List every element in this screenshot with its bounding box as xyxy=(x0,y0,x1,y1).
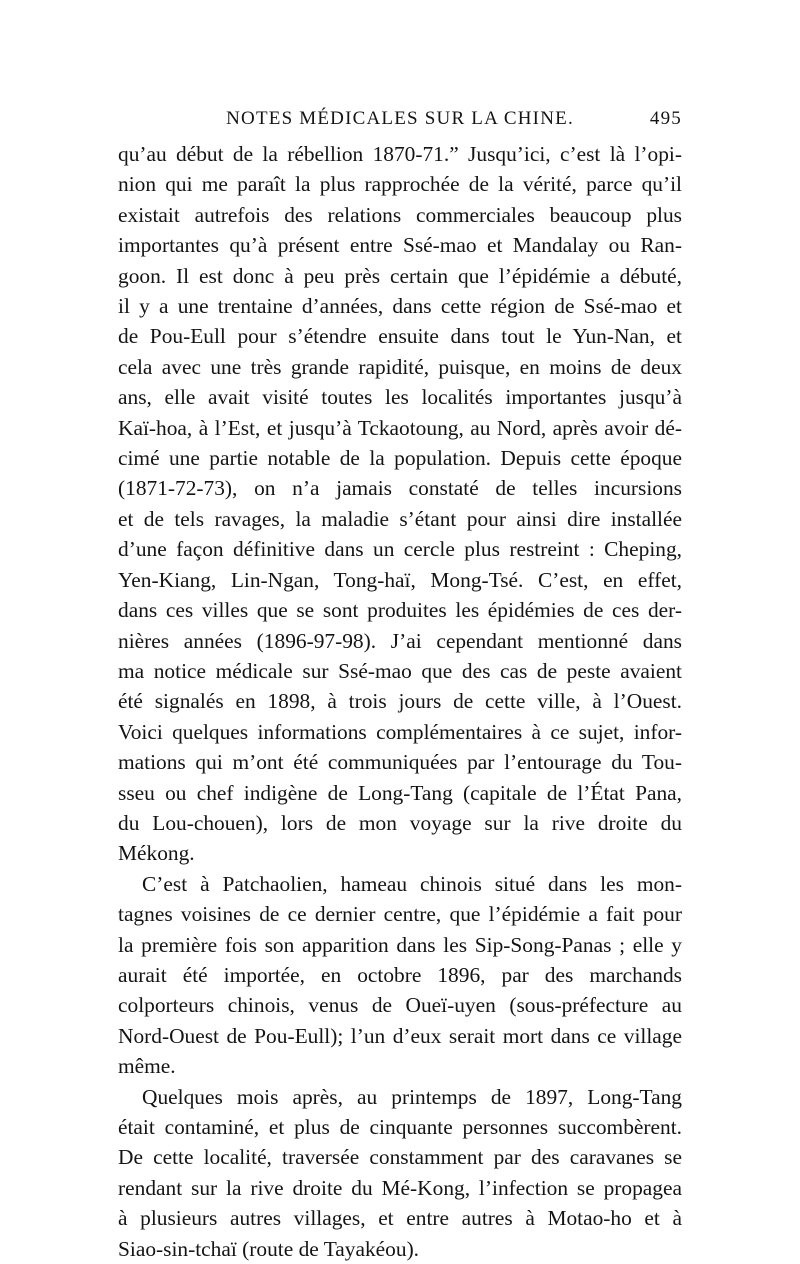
text-line: Nord-Ouest de Pou-Eull); l’un d’eux serait mort dans ce village xyxy=(118,1023,682,1048)
paragraph-2 xyxy=(118,869,682,1082)
text-line: ans, elle avait visité toutes les localités importantes jusqu’à xyxy=(118,385,682,410)
text-line: De cette localité, traversée constamment par des caravanes se xyxy=(118,1145,682,1170)
running-head xyxy=(118,108,682,138)
running-title: NOTES MÉDICALES SUR LA CHINE. xyxy=(226,108,574,129)
text-line: C’est à Patchaolien, hameau chinois situé dans les mon- xyxy=(142,871,682,896)
text-line: goon. Il est donc à peu près certain que l’épidémie a débuté, xyxy=(118,263,682,288)
text-line: du Lou-chouen), lors de mon voyage sur la rive droite du xyxy=(118,810,682,835)
text-line: à plusieurs autres villages, et entre autres à Motao-ho et à xyxy=(118,1206,682,1231)
text-line: il y a une trentaine d’années, dans cette région de Ssé-mao et xyxy=(118,294,682,319)
text-line: rendant sur la rive droite du Mé-Kong, l’infection se propagea xyxy=(118,1175,682,1200)
text-line: et de tels ravages, la maladie s’étant pour ainsi dire installée xyxy=(118,506,682,531)
text-line: mations qui m’ont été communiquées par l’entourage du Tou- xyxy=(118,750,682,775)
text-line: était contaminé, et plus de cinquante personnes succombèrent. xyxy=(118,1115,682,1139)
text-line: dans ces villes que se sont produites les épidémies de ces der- xyxy=(118,598,682,623)
text-line: cimé une partie notable de la population. Depuis cette époque xyxy=(118,446,682,471)
paragraph-3 xyxy=(118,1082,682,1264)
text-line: (1871-72-73), on n’a jamais constaté de telles incursions xyxy=(118,476,682,501)
text-line: Kaï-hoa, à l’Est, et jusqu’à Tckaotoung, au Nord, après avoir dé- xyxy=(118,415,682,440)
text-line: nières années (1896-97-98). J’ai cependant mentionné dans xyxy=(118,628,682,653)
text-line: qu’au début de la rébellion 1870-71.” Jusqu’ici, c’est là l’opi- xyxy=(118,142,682,166)
text-line: même. xyxy=(118,1054,176,1079)
paragraph-1 xyxy=(118,139,682,869)
text-line: de Pou-Eull pour s’étendre ensuite dans tout le Yun-Nan, et xyxy=(118,324,682,349)
text-line: Mékong. xyxy=(118,841,195,866)
text-line: aurait été importée, en octobre 1896, par des marchands xyxy=(118,962,682,987)
text-line: nion qui me paraît la plus rapprochée de la vérité, parce qu’il xyxy=(118,172,682,197)
text-line: la première fois son apparition dans les Sip-Song-Panas ; elle y xyxy=(118,932,682,957)
text-line: ma notice médicale sur Ssé-mao que des cas de peste avaient xyxy=(118,658,682,683)
text-line: colporteurs chinois, venus de Oueï-uyen (sous-préfecture au xyxy=(118,993,682,1018)
text-line: sseu ou chef indigène de Long-Tang (capitale de l’État Pana, xyxy=(118,780,682,805)
text-line: importantes qu’à présent entre Ssé-mao et Mandalay ou Ran- xyxy=(118,233,682,258)
text-line: tagnes voisines de ce dernier centre, que l’épidémie a fait pour xyxy=(118,902,682,927)
text-line: été signalés en 1898, à trois jours de cette ville, à l’Ouest. xyxy=(118,689,682,714)
text-line: existait autrefois des relations commerciales beaucoup plus xyxy=(118,202,682,227)
text-line: d’une façon définitive dans un cercle plus restreint : Cheping, xyxy=(118,537,682,562)
text-line: cela avec une très grande rapidité, puisque, en moins de deux xyxy=(118,354,682,379)
page-number: 495 xyxy=(649,108,682,129)
text-line: Siao-sin-tchaï (route de Tayakéou). xyxy=(118,1236,420,1261)
text-line: Quelques mois après, au printemps de 1897, Long-Tang xyxy=(142,1084,682,1109)
text-line: Voici quelques informations complémentaires à ce sujet, infor- xyxy=(118,719,682,744)
text-line: Yen-Kiang, Lin-Ngan, Tong-haï, Mong-Tsé. C’est, en effet, xyxy=(118,567,682,592)
body-text xyxy=(118,139,682,1264)
